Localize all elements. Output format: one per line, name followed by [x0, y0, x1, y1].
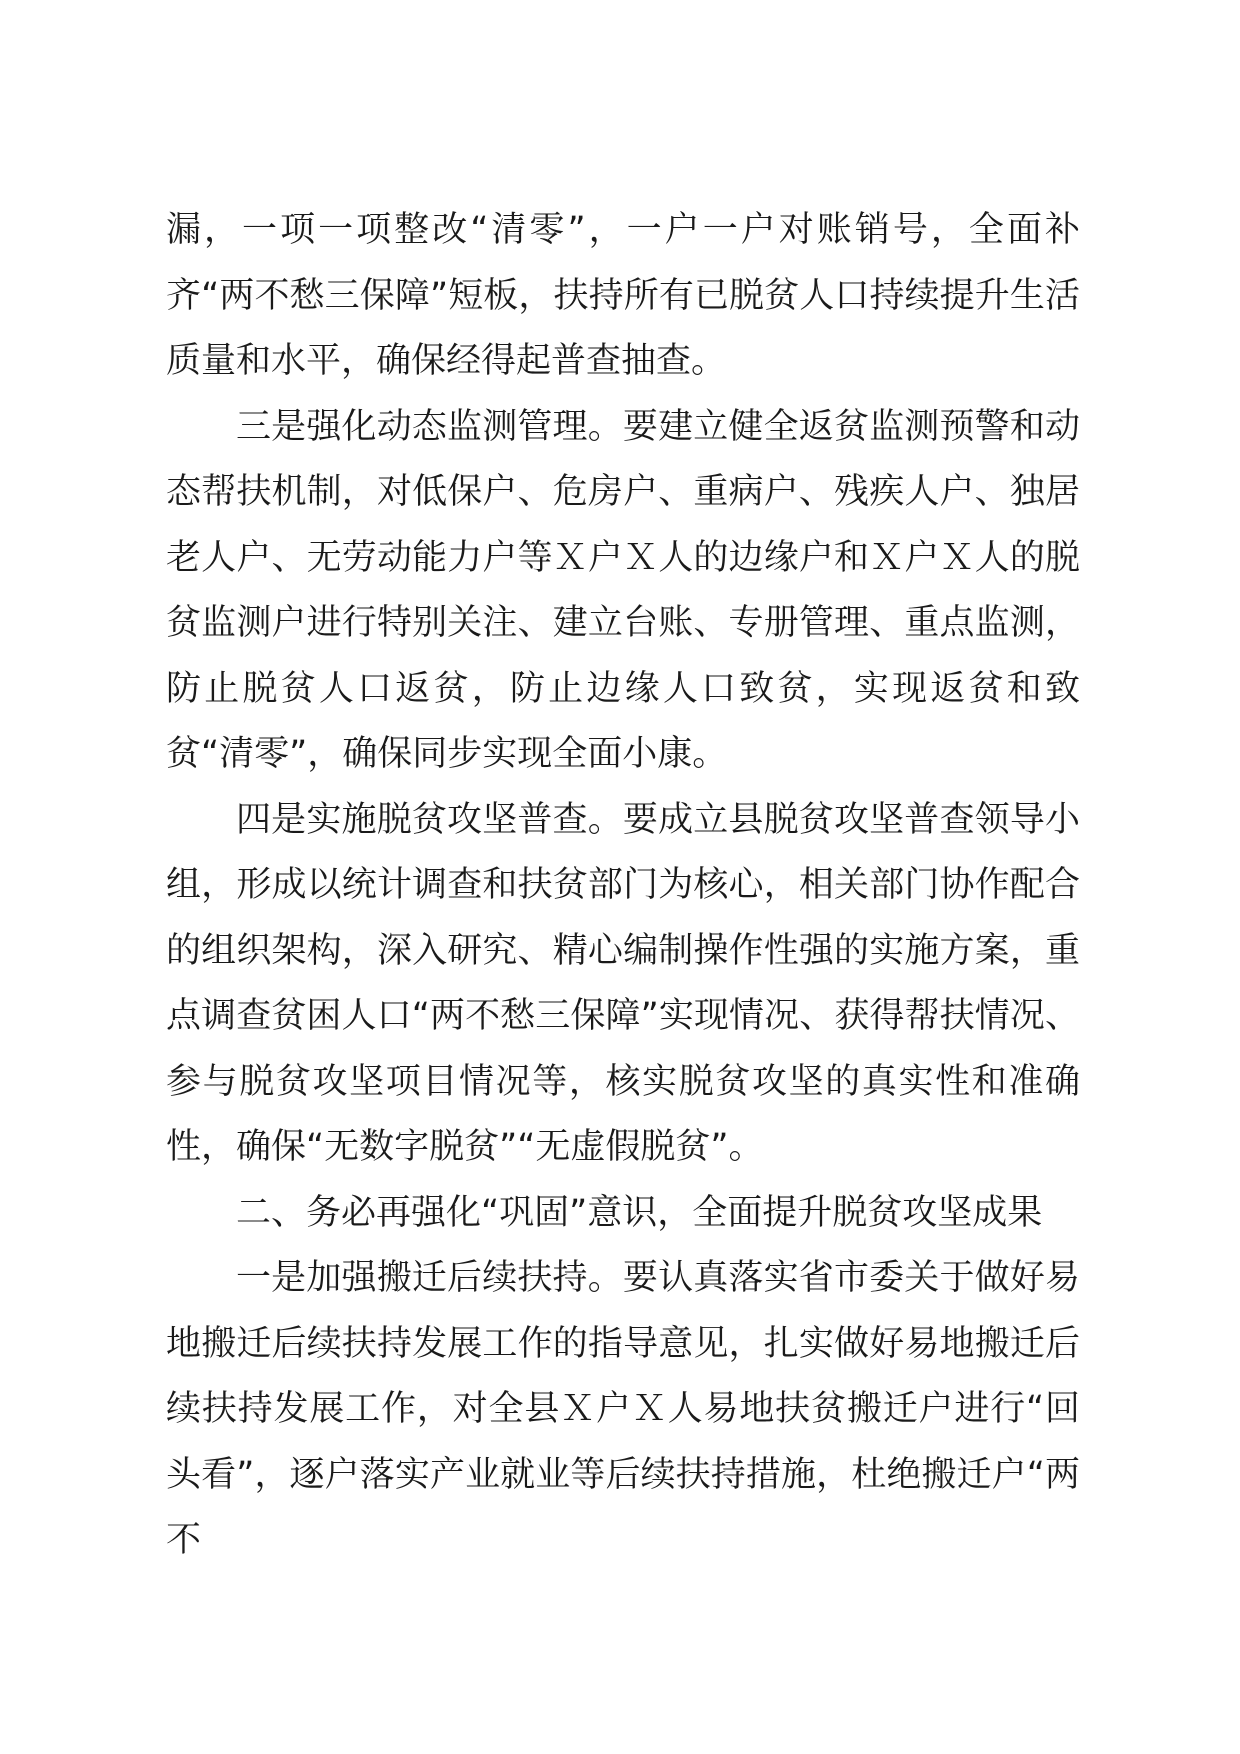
section-heading-consolidation: 二、务必再强化“巩固”意识，全面提升脱贫攻坚成果: [236, 1192, 1043, 1233]
document-body: [166, 198, 1080, 1574]
paragraph-relocation-support: 一是加强搬迁后续扶持。要认真落实省市委关于做好易地搬迁后续扶持发展工作的指导意见，扎实做好易地搬迁后续扶持发展工作，对全县Ｘ户Ｘ人易地扶贫搬迁户进行“回头看”，逐户落实产业就业等后续扶持措施，杜绝搬迁户“两不: [166, 1258, 1080, 1560]
paragraph-poverty-census: 四是实施脱贫攻坚普查。要成立县脱贫攻坚普查领导小组，形成以统计调查和扶贫部门为核心，相关部门协作配合的组织架构，深入研究、精心编制操作性强的实施方案，重点调查贫困人口“两不愁三保障”实现情况、获得帮扶情况、参与脱贫攻坚项目情况等，核实脱贫攻坚的真实性和准确性，确保“无数字脱贫”“无虚假脱贫”。: [166, 799, 1080, 1167]
paragraph-continuation: 漏，一项一项整改“清零”，一户一户对账销号，全面补齐“两不愁三保障”短板，扶持所有已脱贫人口持续提升生活质量和水平，确保经得起普查抽查。: [166, 210, 1080, 381]
paragraph-dynamic-monitoring: 三是强化动态监测管理。要建立健全返贫监测预警和动态帮扶机制，对低保户、危房户、重病户、残疾人户、独居老人户、无劳动能力户等Ｘ户Ｘ人的边缘户和Ｘ户Ｘ人的脱贫监测户进行特别关注、建立台账、专册管理、重点监测，防止脱贫人口返贫，防止边缘人口致贫，实现返贫和致贫“清零”，确保同步实现全面小康。: [166, 406, 1080, 774]
